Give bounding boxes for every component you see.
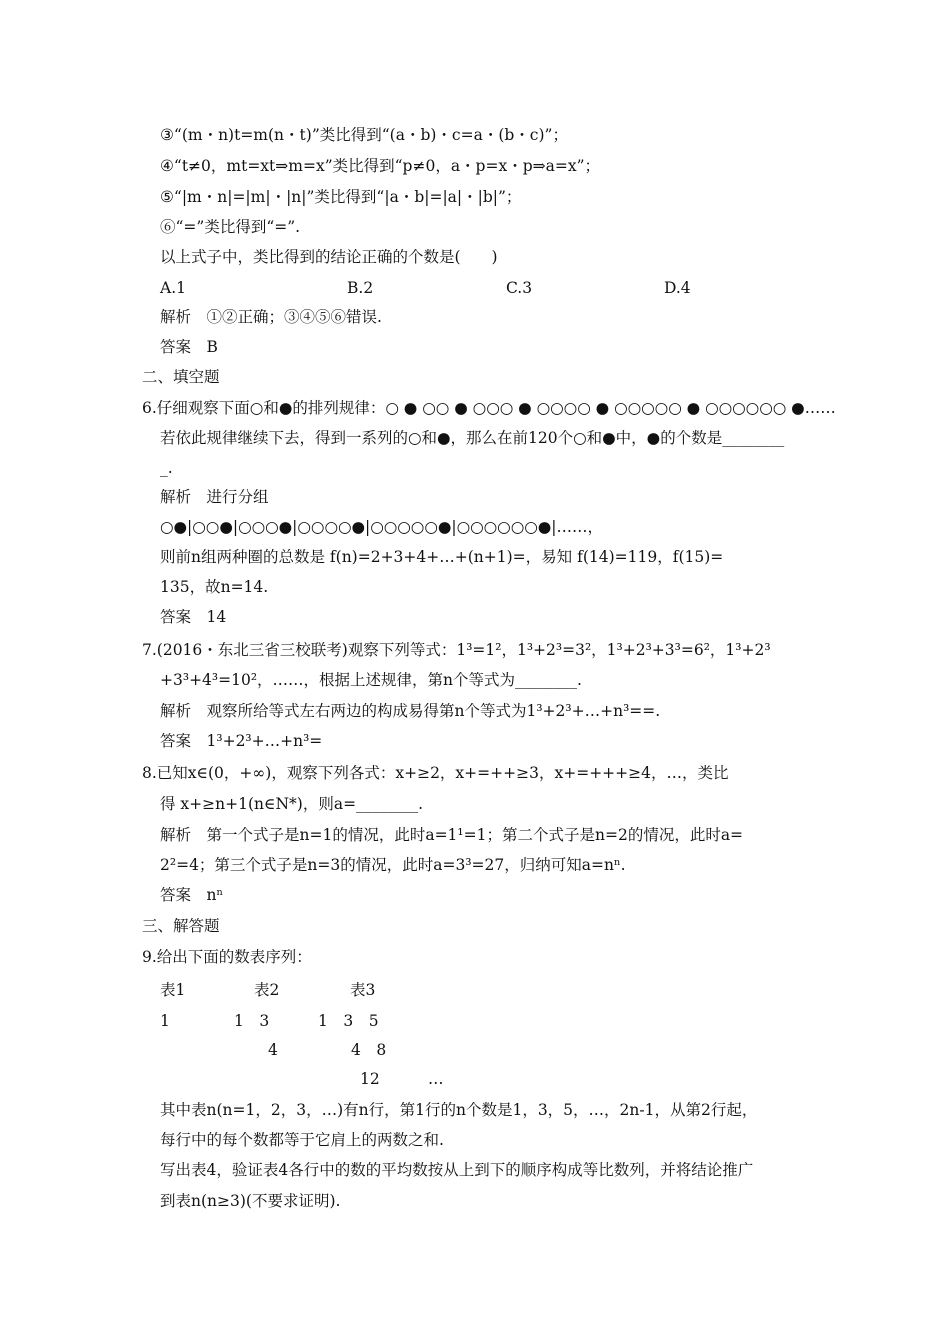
text-line: 到表n(n≥3)(不要求证明). — [160, 1192, 341, 1210]
number-table-cell: 1 — [160, 1012, 170, 1030]
text-line: 9.给出下面的数表序列： — [142, 948, 312, 966]
text-line: 解析 进行分组 — [160, 488, 269, 506]
text-line: 答案 B — [160, 338, 218, 356]
text-line: 解析 第一个式子是n=1的情况，此时a=1¹=1；第二个式子是n=2的情况，此时a= — [160, 826, 744, 844]
text-line: 解析 观察所给等式左右两边的构成易得第n个等式为1³+2³+…+n³==. — [160, 702, 661, 720]
number-table-cell: … — [428, 1070, 444, 1088]
text-line: 7.(2016・东北三省三校联考)观察下列等式：1³=1²，1³+2³=3²，1³+2³+3³=6²，1³+2³ — [142, 641, 771, 659]
text-line: +3³+4³=10²，……，根据上述规律，第n个等式为________. — [160, 671, 582, 689]
number-table-cell: 表3 — [350, 981, 376, 999]
text-line: ○●|○○●|○○○●|○○○○●|○○○○○●|○○○○○○●|……， — [160, 518, 603, 536]
number-table-cell: 4 8 — [351, 1041, 387, 1059]
text-line: _. — [160, 459, 173, 477]
number-table-cell: 表1 — [160, 981, 186, 999]
text-line: 则前n组两种圈的总数是 f(n)=2+3+4+…+(n+1)=，易知 f(14)=119，f(15)= — [160, 548, 724, 566]
text-line: 6.仔细观察下面○和●的排列规律：○ ● ○○ ● ○○○ ● ○○○○ ● ○○○○○ ● ○○○○○○ ●…… — [142, 399, 836, 417]
text-line: 答案 14 — [160, 608, 227, 626]
text-line: 每行中的每个数都等于它肩上的两数之和. — [160, 1131, 444, 1149]
text-line: ⑤“|m・n|=|m|・|n|”类比得到“|a・b|=|a|・|b|”； — [160, 188, 522, 206]
text-line: 2²=4；第三个式子是n=3的情况，此时a=3³=27，归纳可知a=nⁿ. — [160, 856, 626, 874]
number-table-cell: 1 3 5 — [318, 1012, 379, 1030]
text-line: 其中表n(n=1，2，3，…)有n行，第1行的n个数是1，3，5，…，2n-1，从第2行起， — [160, 1101, 758, 1119]
text-line: 三、解答题 — [142, 917, 220, 935]
text-line: ③“(m・n)t=m(n・t)”类比得到“(a・b)・c=a・(b・c)”； — [160, 126, 568, 144]
text-line: 得 x+≥n+1(n∈N*)，则a=________. — [160, 795, 423, 813]
answer-option: C.3 — [506, 279, 533, 297]
text-line: 二、填空题 — [142, 368, 220, 386]
text-line: ⑥“=”类比得到“=”. — [160, 218, 301, 236]
text-line: 以上式子中，类比得到的结论正确的个数是( ) — [160, 248, 498, 266]
answer-option: A.1 — [160, 279, 186, 297]
text-line: 8.已知x∈(0，+∞)，观察下列各式：x+≥2，x+=++≥3，x+=+++≥4，…，类比 — [142, 764, 729, 782]
text-line: 若依此规律继续下去，得到一系列的○和●，那么在前120个○和●中，●的个数是________ — [160, 429, 785, 447]
text-line: 解析 ①②正确；③④⑤⑥错误. — [160, 308, 382, 326]
text-line: 答案 nⁿ — [160, 886, 224, 904]
answer-option: D.4 — [664, 279, 691, 297]
text-line: 写出表4，验证表4各行中的数的平均数按从上到下的顺序构成等比数列，并将结论推广 — [160, 1161, 754, 1179]
number-table-cell: 表2 — [254, 981, 280, 999]
answer-option: B.2 — [347, 279, 374, 297]
text-line: 135，故n=14. — [160, 578, 269, 596]
number-table-cell: 4 — [268, 1041, 278, 1059]
text-line: ④“t≠0，mt=xt⇒m=x”类比得到“p≠0，a・p=x・p⇒a=x”； — [160, 157, 601, 175]
text-line: 答案 1³+2³+…+n³= — [160, 732, 323, 750]
number-table-cell: 1 3 — [234, 1012, 270, 1030]
number-table-cell: 12 — [360, 1070, 380, 1088]
